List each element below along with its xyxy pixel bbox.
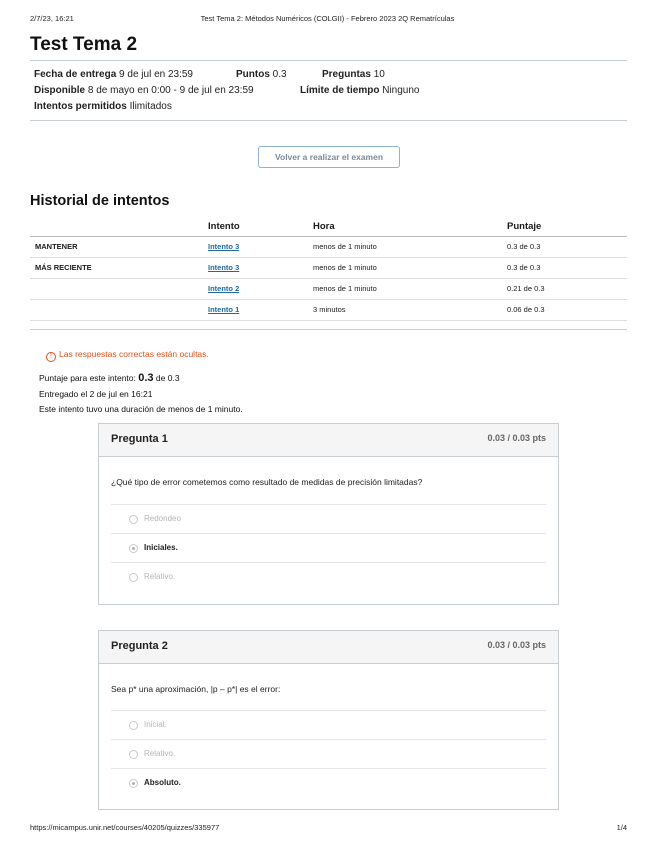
question-points: 0.03 / 0.03 pts: [487, 433, 546, 443]
attempt-tag: MÁS RECIENTE: [30, 257, 208, 278]
attempt-score-line: [39, 372, 180, 384]
attempt-link[interactable]: Intento 2: [208, 284, 240, 293]
radio-button: [129, 721, 138, 730]
divider: [30, 120, 627, 121]
score-label: Puntaje para este intento:: [39, 373, 136, 383]
quiz-meta-row-1: [34, 69, 193, 80]
attempts-label: Intentos permitidos: [34, 101, 127, 112]
submitted-line: Entregado el 2 de jul en 16:21: [39, 389, 153, 399]
answer-list: [111, 504, 546, 591]
duration-line: Este intento tuvo una duración de menos de 1 minuto.: [39, 404, 243, 414]
print-doc-title: Test Tema 2: Métodos Numéricos (COLGII) - Febrero 2023 2Q Rematrículas: [200, 14, 455, 23]
answer-option: [111, 504, 546, 533]
question-points: 0.03 / 0.03 pts: [487, 640, 546, 650]
divider: [30, 60, 627, 61]
answer-option: [111, 533, 546, 562]
attempt-score: 0.3 de 0.3: [507, 257, 627, 278]
attempt-score: 0.21 de 0.3: [507, 278, 627, 299]
questions-meta: [322, 69, 385, 80]
attempts-value: Ilimitados: [129, 101, 172, 112]
info-icon: !: [46, 352, 56, 362]
attempt-time: menos de 1 minuto: [313, 278, 507, 299]
header-score: Puntaje: [507, 218, 627, 236]
table-row: [30, 278, 627, 299]
answer-label: Relativo.: [144, 749, 176, 758]
hidden-answers-notice: [46, 349, 209, 362]
answer-label: Redondeo: [144, 514, 181, 523]
question-header: [99, 631, 558, 664]
questions-label: Preguntas: [322, 69, 371, 80]
attempt-history-table: [30, 218, 627, 321]
question-header: [99, 424, 558, 457]
points-value: 0.3: [272, 69, 287, 80]
points-meta: [236, 69, 287, 80]
attempt-score: 0.06 de 0.3: [507, 299, 627, 320]
table-row: [30, 236, 627, 257]
question-title: Pregunta 2: [111, 640, 168, 652]
question-title: Pregunta 1: [111, 433, 168, 445]
attempt-time: menos de 1 minuto: [313, 236, 507, 257]
question-card: [98, 630, 559, 810]
points-label: Puntos: [236, 69, 270, 80]
available-value: 8 de mayo en 0:00 - 9 de jul en 23:59: [87, 85, 254, 96]
page-title: Test Tema 2: [30, 34, 138, 55]
question-text: ¿Qué tipo de error cometemos como resultado de medidas de precisión limitadas?: [111, 477, 423, 487]
attempt-score: 0.3 de 0.3: [507, 236, 627, 257]
time-limit-meta: [300, 85, 420, 96]
attempt-link[interactable]: Intento 3: [208, 242, 240, 251]
attempt-time: 3 minutos: [313, 299, 507, 320]
radio-button: [129, 544, 138, 553]
print-date: 2/7/23, 16:21: [30, 14, 74, 23]
answer-option: [111, 739, 546, 768]
history-title: Historial de intentos: [30, 193, 170, 209]
radio-button: [129, 779, 138, 788]
answer-option: [111, 768, 546, 797]
print-footer-page: 1/4: [616, 823, 627, 832]
answer-option: [111, 562, 546, 591]
print-footer-url: https://micampus.unir.net/courses/40205/quizzes/335977: [30, 823, 220, 832]
score-value: 0.3: [138, 372, 154, 384]
table-row: [30, 299, 627, 320]
time-limit-label: Límite de tiempo: [300, 85, 380, 96]
attempt-tag: [30, 278, 208, 299]
available-meta: [34, 85, 254, 96]
time-limit-value: Ninguno: [382, 85, 420, 96]
questions-value: 10: [373, 69, 385, 80]
retake-quiz-button[interactable]: Volver a realizar el examen: [258, 146, 400, 168]
attempt-link[interactable]: Intento 3: [208, 263, 240, 272]
attempt-link[interactable]: Intento 1: [208, 305, 240, 314]
question-card: [98, 423, 559, 605]
question-text: Sea p* una aproximación, |p – p*| es el error:: [111, 684, 281, 694]
due-value: 9 de jul en 23:59: [119, 69, 193, 80]
score-total: de 0.3: [155, 373, 180, 383]
answer-label: Absoluto.: [144, 778, 181, 787]
radio-button: [129, 573, 138, 582]
radio-button: [129, 750, 138, 759]
attempt-time: menos de 1 minuto: [313, 257, 507, 278]
notice-text: Las respuestas correctas están ocultas.: [59, 349, 209, 359]
header-tag: [30, 218, 208, 236]
header-time: Hora: [313, 218, 507, 236]
answer-list: [111, 710, 546, 797]
attempt-tag: [30, 299, 208, 320]
answer-option: [111, 710, 546, 739]
answer-label: Inicial.: [144, 720, 167, 729]
divider: [30, 329, 627, 330]
attempt-tag: MANTENER: [30, 236, 208, 257]
due-label: Fecha de entrega: [34, 69, 117, 80]
table-row: [30, 257, 627, 278]
attempts-meta: [34, 101, 172, 112]
answer-label: Iniciales.: [144, 543, 178, 552]
header-attempt: Intento: [208, 218, 313, 236]
available-label: Disponible: [34, 85, 86, 96]
answer-label: Relativo.: [144, 572, 176, 581]
table-header-row: [30, 218, 627, 236]
print-header: [30, 14, 625, 26]
radio-button: [129, 515, 138, 524]
